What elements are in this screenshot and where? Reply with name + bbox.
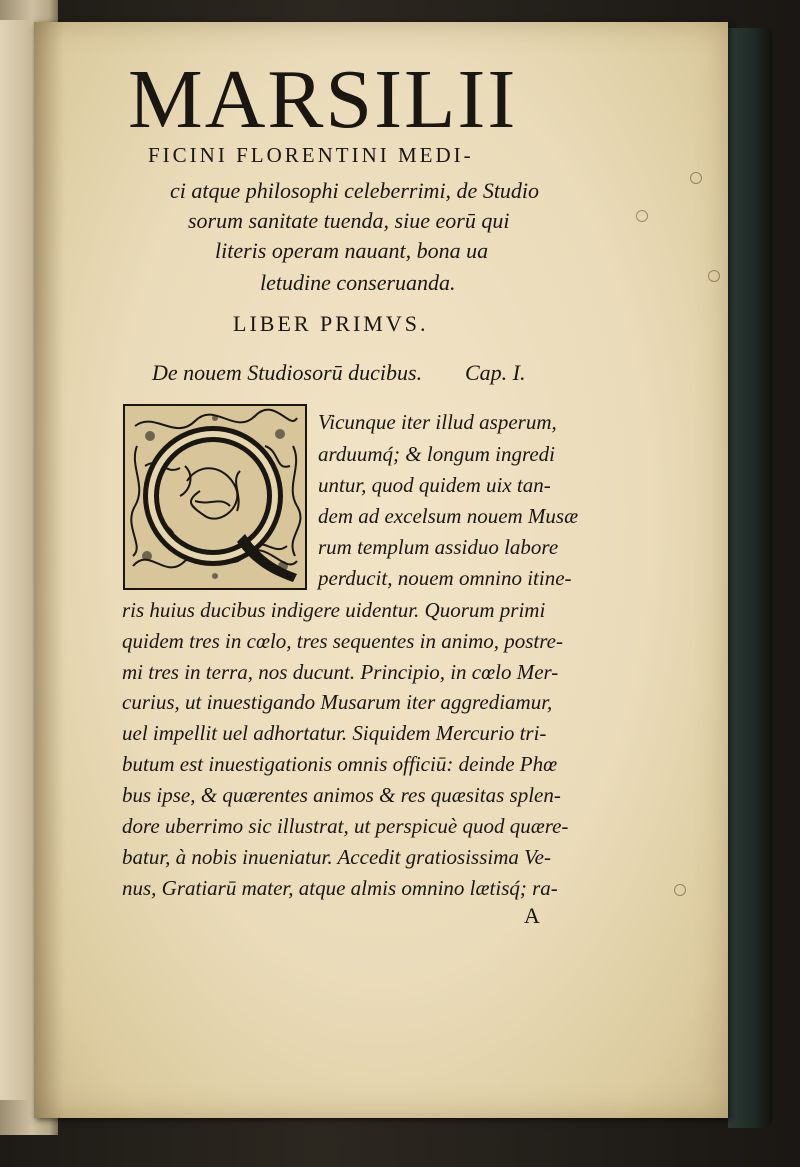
woodcut-initial-q-icon xyxy=(125,406,305,588)
body-line: uel impellit uel adhortatur. Siquidem Mercurio tri- xyxy=(122,721,547,745)
woodcut-initial-q-icon xyxy=(123,404,307,590)
page-gutter-shadow xyxy=(34,22,64,1118)
chapter-title: De nouem Studiosorū ducibus. xyxy=(152,360,423,385)
body-line: bus ipse, & quærentes animos & res quæsitas splen- xyxy=(122,783,561,807)
body-line: mi tres in terra, nos ducunt. Principio, in cœlo Mer- xyxy=(122,660,559,684)
body-line: batur, à nobis inueniatur. Accedit gratiosissima Ve- xyxy=(122,845,551,869)
foxing-spot xyxy=(708,270,720,282)
subtitle-line-4: letudine conseruanda. xyxy=(260,270,456,295)
book-cover-edge xyxy=(728,28,772,1128)
subtitle-line-3: literis operam nauant, bona ua xyxy=(215,238,489,263)
body-line: butum est inuestigationis omnis officiū: deinde Phœ xyxy=(122,752,558,776)
foxing-spot xyxy=(636,210,648,222)
body-line: Vicunque iter illud asperum, xyxy=(318,410,557,434)
body-line: curius, ut inuestigando Musarum iter aggrediamur, xyxy=(122,690,553,714)
body-line: dore uberrimo sic illustrat, ut perspicuè quod quære- xyxy=(122,814,569,838)
body-line: quidem tres in cœlo, tres sequentes in animo, postre- xyxy=(122,629,563,653)
body-line: perducit, nouem omnino itine- xyxy=(318,566,572,590)
foxing-spot xyxy=(690,172,702,184)
page-title: MARSILII xyxy=(128,53,518,146)
book-label: LIBER PRIMVS. xyxy=(233,311,429,336)
body-line: rum templum assiduo labore xyxy=(318,535,559,559)
subtitle-caps: FICINI FLORENTINI MEDI- xyxy=(148,143,474,167)
body-line: ris huius ducibus indigere uidentur. Quorum primi xyxy=(122,598,546,622)
subtitle-line-1: ci atque philosophi celeberrimi, de Studio xyxy=(170,178,540,203)
body-line: arduumq́; & longum ingredi xyxy=(318,442,556,466)
chapter-number: Cap. I. xyxy=(465,360,526,385)
signature-mark: A xyxy=(524,903,540,928)
body-line: dem ad excelsum nouem Musæ xyxy=(318,504,579,528)
foxing-spot xyxy=(674,884,686,896)
subtitle-line-2: sorum sanitate tuenda, siue eorū qui xyxy=(188,208,510,233)
body-line: untur, quod quidem uix tan- xyxy=(318,473,551,497)
left-page-paper xyxy=(0,20,30,1100)
body-line: nus, Gratiarū mater, atque almis omnino lætisq́; ra- xyxy=(122,876,558,900)
